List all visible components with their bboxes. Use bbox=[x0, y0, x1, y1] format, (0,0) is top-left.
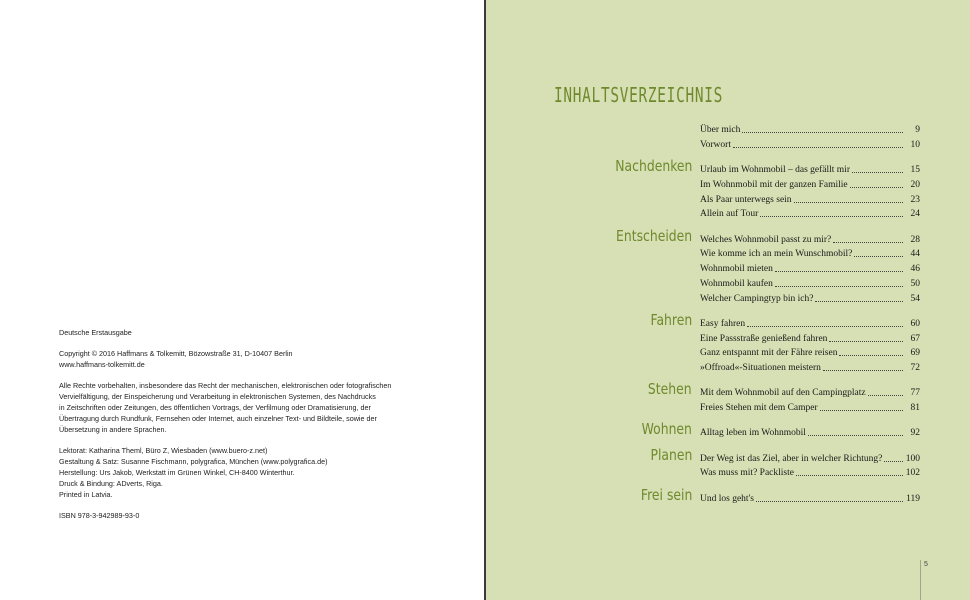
rights-block bbox=[59, 380, 429, 435]
rights-line: in Zeitschriften oder Zeitungen, des öffentlichen Vortrags, der Verfilmung oder Dramatisierung, der bbox=[59, 403, 371, 412]
toc-entry-title: Freies Stehen mit dem Camper bbox=[700, 403, 818, 413]
toc-dot-leader bbox=[884, 461, 902, 462]
toc-dot-leader bbox=[815, 301, 903, 302]
copyright-block bbox=[59, 348, 429, 370]
toc-entry-page: 67 bbox=[910, 333, 920, 344]
publisher-url: www.haffmans-tolkemitt.de bbox=[59, 360, 145, 369]
credits-line: Gestaltung & Satz: Susanne Fischmann, polygrafica, München (www.polygrafica.de) bbox=[59, 457, 328, 466]
credits-block bbox=[59, 445, 429, 500]
toc-entry bbox=[700, 453, 920, 465]
toc-entry-page: 23 bbox=[910, 194, 920, 205]
toc-section-label: Entscheiden bbox=[615, 226, 692, 245]
toc-entry-title: Eine Passstraße genießend fahren bbox=[700, 333, 828, 344]
toc-entry-page: 10 bbox=[910, 139, 920, 150]
toc-entry-page: 9 bbox=[915, 125, 920, 135]
toc-dot-leader bbox=[854, 256, 903, 257]
toc-dot-leader bbox=[756, 501, 903, 502]
rights-line: Alle Rechte vorbehalten, insbesondere das Recht der mechanischen, elektronischen oder fotografischen bbox=[59, 381, 392, 390]
toc-entry-title: Alltag leben im Wohnmobil bbox=[700, 428, 806, 439]
toc-dot-leader bbox=[868, 395, 903, 396]
toc-dot-leader bbox=[733, 147, 903, 148]
toc-entry-title: Easy fahren bbox=[700, 318, 746, 329]
toc-entry-title: Mit dem Wohnmobil auf den Campingplatz bbox=[700, 388, 866, 399]
toc-entry bbox=[700, 402, 920, 414]
toc-entry-title: Und los geht's bbox=[700, 493, 754, 504]
toc-entry-title: Wie komme ich an mein Wunschmobil? bbox=[700, 249, 853, 260]
isbn: ISBN 978-3-942989-93-0 bbox=[59, 511, 140, 520]
toc-entry bbox=[700, 179, 920, 191]
right-page bbox=[486, 0, 970, 600]
toc-dot-leader bbox=[852, 172, 903, 173]
toc-entry-title: »Offroad«-Situationen meistern bbox=[700, 363, 821, 373]
toc-dot-leader bbox=[775, 286, 903, 287]
rights-line: Vervielfältigung, der Einspeicherung und Verarbeitung in elektronischen Systemen, des Nachdrucks bbox=[59, 392, 376, 401]
toc-entry-title: Urlaub im Wohnmobil – das gefällt mir bbox=[700, 165, 850, 175]
toc-section-label: Fahren bbox=[650, 310, 692, 329]
toc-entry bbox=[700, 164, 920, 176]
toc-dot-leader bbox=[796, 475, 903, 476]
toc-entry-page: 119 bbox=[906, 493, 920, 504]
toc-entry bbox=[700, 387, 920, 399]
toc-entry bbox=[700, 139, 920, 151]
toc-section-label: Planen bbox=[650, 445, 692, 464]
toc-entry-title: Der Weg ist das Ziel, aber in welcher Richtung? bbox=[700, 453, 883, 464]
folio-rule bbox=[920, 560, 921, 600]
toc-entry-title: Ganz entspannt mit der Fähre reisen bbox=[700, 348, 838, 359]
toc-entry bbox=[700, 234, 920, 246]
toc-entry bbox=[700, 493, 920, 505]
toc-entry-page: 50 bbox=[910, 278, 920, 289]
toc-dot-leader bbox=[808, 435, 903, 436]
toc-entry bbox=[700, 194, 920, 206]
toc-entry bbox=[700, 293, 920, 305]
toc-entry-title: Was muss mit? Packliste bbox=[700, 468, 794, 479]
toc-entry-page: 100 bbox=[905, 453, 920, 464]
edition-note: Deutsche Erstausgabe bbox=[59, 328, 132, 337]
toc-entry-page: 102 bbox=[905, 468, 920, 479]
toc-entry-title: Welcher Campingtyp bin ich? bbox=[700, 293, 814, 304]
toc-entry-title: Wohnmobil kaufen bbox=[700, 278, 773, 289]
toc-entry bbox=[700, 333, 920, 345]
toc-entry bbox=[700, 467, 920, 479]
toc-entry-page: 24 bbox=[910, 209, 920, 220]
toc-entry-title: Im Wohnmobil mit der ganzen Familie bbox=[700, 179, 848, 190]
credits-line: Herstellung: Urs Jakob, Werkstatt im Grünen Winkel, CH-8400 Winterthur. bbox=[59, 468, 295, 477]
toc-section-label: Nachdenken bbox=[614, 157, 692, 175]
copyright-line: Copyright © 2016 Haffmans & Tolkemitt, Bözowstraße 31, D-10407 Berlin bbox=[59, 349, 293, 358]
toc-dot-leader bbox=[823, 370, 903, 371]
toc-entry-page: 92 bbox=[910, 428, 920, 439]
toc-entry-title: Über mich bbox=[700, 125, 741, 135]
left-page bbox=[0, 0, 484, 600]
toc-dot-leader bbox=[820, 410, 903, 411]
toc-entry bbox=[700, 248, 920, 260]
toc-dot-leader bbox=[839, 355, 903, 356]
toc-entry-page: 44 bbox=[910, 249, 920, 260]
rights-line: Übersetzung in andere Sprachen. bbox=[59, 425, 167, 434]
toc-section-label: Wohnen bbox=[641, 420, 692, 439]
toc-dot-leader bbox=[775, 271, 903, 272]
toc-entry-page: 28 bbox=[910, 234, 920, 245]
toc-dot-leader bbox=[742, 132, 903, 133]
rights-line: Übertragung durch Rundfunk, Fernsehen oder Internet, auch einzelner Text- und Bildteile, sowie der bbox=[59, 414, 377, 423]
toc-entry bbox=[700, 208, 920, 220]
toc-entry-page: 81 bbox=[910, 403, 920, 413]
toc-section-label: Frei sein bbox=[640, 485, 692, 504]
toc-section-label: Stehen bbox=[648, 380, 692, 399]
toc-dot-leader bbox=[747, 326, 903, 327]
toc-entry-title: Vorwort bbox=[700, 139, 731, 150]
toc-title: INHALTSVERZEICHNIS bbox=[554, 83, 724, 107]
toc-dot-leader bbox=[829, 341, 903, 342]
toc-dot-leader bbox=[794, 202, 903, 203]
toc-entry-page: 54 bbox=[910, 293, 920, 304]
toc-entry-title: Welches Wohnmobil passt zu mir? bbox=[700, 234, 832, 245]
toc-entry-page: 46 bbox=[910, 264, 920, 274]
toc-entry bbox=[700, 362, 920, 374]
page-number: 5 bbox=[924, 561, 928, 568]
toc-entry-page: 72 bbox=[910, 363, 920, 373]
toc-entry-page: 77 bbox=[910, 388, 920, 399]
imprint bbox=[59, 327, 429, 531]
toc-entry bbox=[700, 318, 920, 330]
toc-entry bbox=[700, 278, 920, 290]
credits-line: Druck & Bindung: ADverts, Riga. bbox=[59, 479, 163, 488]
toc-entry bbox=[700, 124, 920, 136]
toc-dot-leader bbox=[850, 187, 903, 188]
toc-entry-title: Wohnmobil mieten bbox=[700, 264, 773, 274]
toc-entry-page: 60 bbox=[910, 318, 920, 329]
toc-entry-page: 69 bbox=[910, 348, 920, 359]
toc-entry-page: 20 bbox=[910, 179, 920, 190]
toc-entry-title: Als Paar unterwegs sein bbox=[700, 194, 792, 205]
toc-entry bbox=[700, 347, 920, 359]
toc-entry bbox=[700, 263, 920, 275]
toc-entry-title: Allein auf Tour bbox=[700, 209, 759, 220]
toc-entry bbox=[700, 427, 920, 439]
toc-dot-leader bbox=[760, 216, 903, 217]
credits-line: Printed in Latvia. bbox=[59, 490, 113, 499]
toc-dot-leader bbox=[833, 242, 903, 243]
toc-entry-page: 15 bbox=[910, 165, 920, 175]
credits-line: Lektorat: Katharina Theml, Büro Z, Wiesbaden (www.buero-z.net) bbox=[59, 446, 268, 455]
